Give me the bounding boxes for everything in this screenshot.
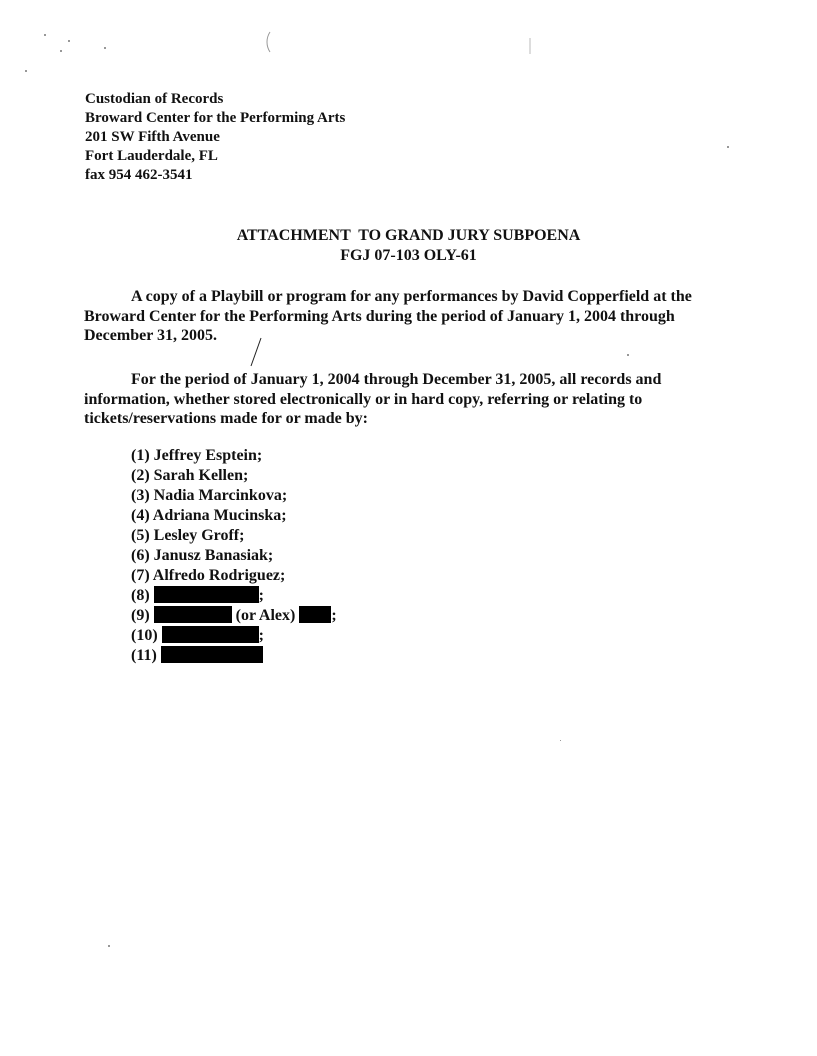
list-item-redacted xyxy=(131,626,337,646)
item-punctuation: ; xyxy=(331,607,337,624)
item-number: (11) xyxy=(131,647,157,664)
redaction-block xyxy=(154,606,232,623)
paragraph-text: A copy of a Playbill or program for any performances by David Copperfield at the Broward Center for the Performing Arts during the period of January 1, 2004 through December 31, 2005. xyxy=(84,288,692,344)
scan-speck xyxy=(25,70,27,72)
list-item-redacted xyxy=(131,586,337,606)
redaction-block xyxy=(161,646,263,663)
recipient-line: Custodian of Records xyxy=(85,91,224,107)
list-item: (1) Jeffrey Esptein; xyxy=(131,447,263,464)
item-number: (9) xyxy=(131,607,150,624)
redaction-block xyxy=(154,586,259,603)
item-punctuation: ; xyxy=(258,627,264,644)
list-item: (4) Adriana Mucinska; xyxy=(131,507,287,524)
scan-speck xyxy=(60,50,62,52)
item-alias: (or Alex) xyxy=(235,607,296,624)
item-punctuation: ; xyxy=(258,587,264,604)
list-item: (3) Nadia Marcinkova; xyxy=(131,487,288,504)
scan-mark-icon xyxy=(527,36,533,56)
redaction-block xyxy=(299,606,331,623)
scan-speck xyxy=(627,354,629,356)
names-list xyxy=(131,446,337,666)
attachment-heading xyxy=(0,226,817,266)
request-paragraph-1 xyxy=(84,287,726,346)
list-item-redacted xyxy=(131,606,337,626)
recipient-line: Broward Center for the Performing Arts xyxy=(85,110,346,126)
request-paragraph-2 xyxy=(84,370,726,429)
paragraph-text: For the period of January 1, 2004 through December 31, 2005, all records and information, whether stored electronically or in hard copy, referring or relating to tickets/reservations made for or made by: xyxy=(84,371,662,427)
list-item: (7) Alfredo Rodriguez; xyxy=(131,567,286,584)
redaction-block xyxy=(162,626,259,643)
item-number: (10) xyxy=(131,627,158,644)
scan-speck xyxy=(560,740,561,741)
scan-speck xyxy=(727,146,729,148)
recipient-line: 201 SW Fifth Avenue xyxy=(85,129,220,145)
list-item-redacted xyxy=(131,646,337,666)
item-number: (8) xyxy=(131,587,150,604)
list-item: (2) Sarah Kellen; xyxy=(131,467,249,484)
pen-mark-icon xyxy=(248,336,264,368)
recipient-line: fax 954 462-3541 xyxy=(85,167,193,183)
scan-speck xyxy=(104,47,106,49)
scan-speck xyxy=(108,945,110,947)
heading-title: ATTACHMENT TO GRAND JURY SUBPOENA xyxy=(236,227,581,244)
scan-mark-icon xyxy=(263,30,273,54)
recipient-address xyxy=(85,90,345,185)
recipient-line: Fort Lauderdale, FL xyxy=(85,148,218,164)
heading-subtitle: FGJ 07-103 OLY-61 xyxy=(340,247,477,264)
scan-speck xyxy=(68,40,70,42)
list-item: (5) Lesley Groff; xyxy=(131,527,245,544)
list-item: (6) Janusz Banasiak; xyxy=(131,547,274,564)
scan-speck xyxy=(44,34,46,36)
